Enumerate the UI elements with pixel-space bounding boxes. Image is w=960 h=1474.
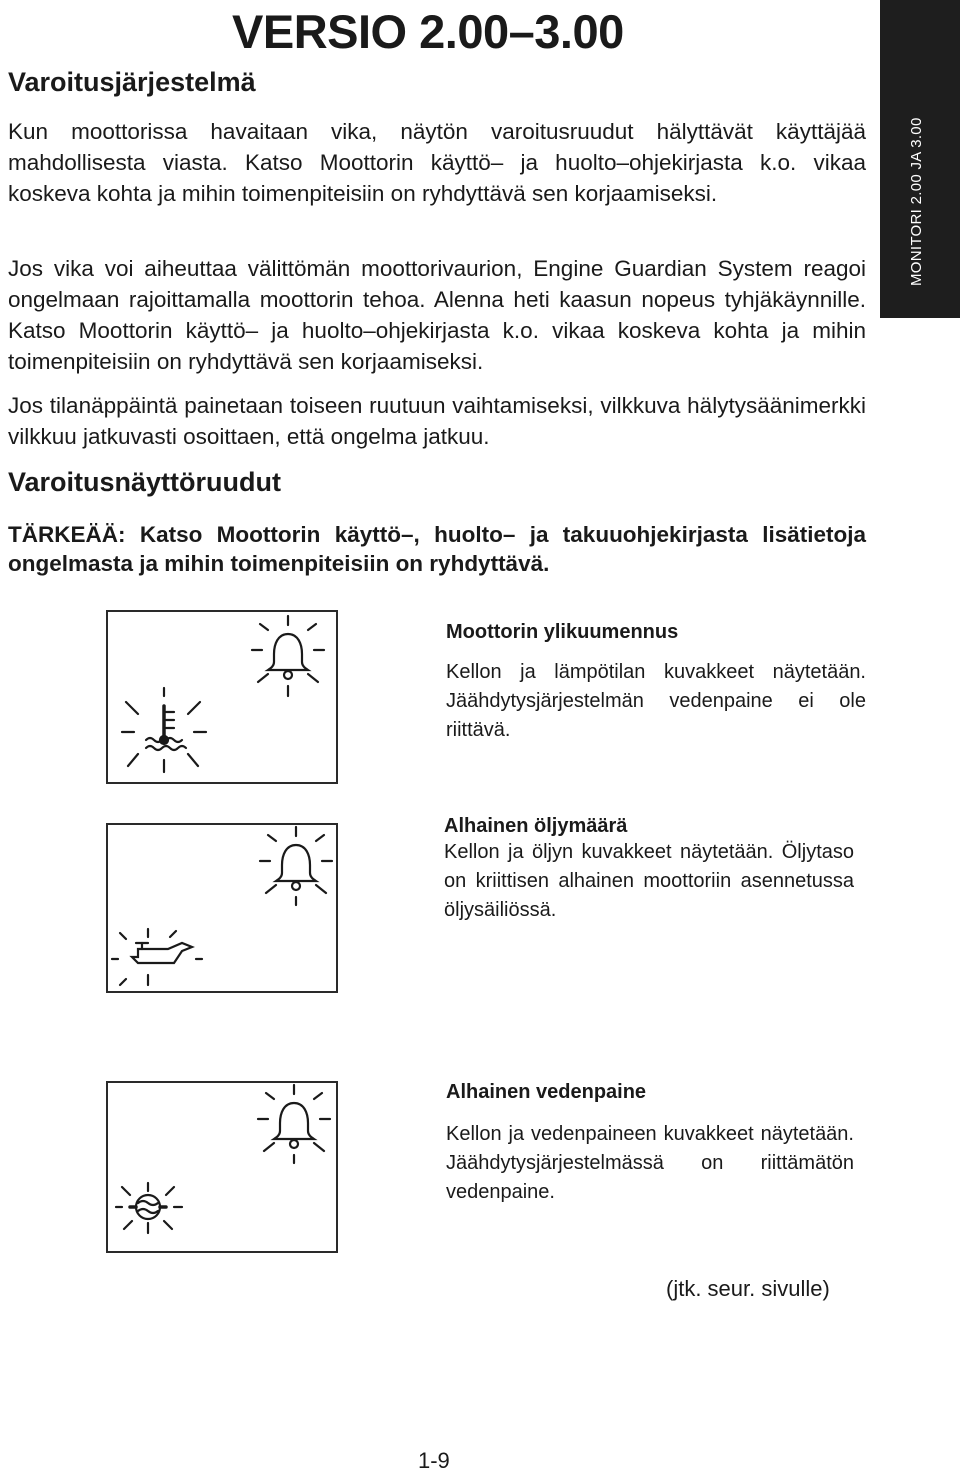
important-note: TÄRKEÄÄ: Katso Moottorin käyttö–, huolto– ja takuuohjekirjasta lisätietoja ongelmasta ja mihin toimenpiteisiin on ryhdyttävä. (8, 522, 866, 576)
version-heading: VERSIO 2.00–3.00 (232, 5, 624, 58)
bell-icon (260, 827, 332, 905)
section-title-warning-screens: Varoitusnäyttöruudut (8, 467, 282, 497)
paragraph-1: Kun moottorissa havaitaan vika, näytön varoitusruudut hälyttävät käyttäjää mahdollisesta viasta. Katso Moottorin käyttö– ja huolto–ohjekirjasta k.o. vikaa koskeva kohta ja mihin toimenpiteisiin on ryhdyttävä sen korjaamiseksi. (8, 119, 866, 206)
warning-body-low-oil: Kellon ja öljyn kuvakkeet näytetään. Öljytaso on kriittisen alhainen moottoriin asennetussa öljysäiliössä. (444, 841, 854, 921)
continued-note: (jtk. seur. sivulle) (666, 1276, 830, 1301)
page-number: 1-9 (418, 1448, 450, 1473)
warning-screen-overheat (106, 610, 338, 784)
warning-screen-low-oil (106, 823, 338, 993)
water-pressure-icon (116, 1183, 182, 1233)
warning-title-low-oil: Alhainen öljymäärä (444, 815, 628, 837)
section-title-warning-system: Varoitusjärjestelmä (8, 67, 256, 97)
coolant-temperature-icon (122, 688, 206, 772)
side-tab-label: MONITORI 2.00 JA 3.00 (908, 117, 925, 286)
bell-icon (258, 1085, 330, 1163)
bell-icon (252, 616, 324, 696)
warning-screen-low-water-pressure (106, 1081, 338, 1253)
side-tab (880, 0, 960, 318)
warning-title-overheat: Moottorin ylikuumennus (446, 621, 679, 643)
paragraph-2: Jos vika voi aiheuttaa välittömän moottorivaurion, Engine Guardian System reagoi ongelmaan rajoittamalla moottorin tehoa. Alenna heti kaasun nopeus tyhjäkäynnille. Katso Moottorin käyttö– ja huolto–ohjekirjasta k.o. vikaa koskeva kohta ja mihin toimenpiteisiin on ryhdyttävä sen korjaamiseksi. (8, 256, 866, 374)
warning-body-overheat: Kellon ja lämpötilan kuvakkeet näytetään. Jäähdytysjärjestelmän vedenpaine ei ole riittävä. (446, 661, 866, 741)
oil-can-icon (112, 929, 202, 985)
warning-title-low-water-pressure: Alhainen vedenpaine (446, 1081, 647, 1103)
warning-body-low-water-pressure: Kellon ja vedenpaineen kuvakkeet näytetään. Jäähdytysjärjestelmässä on riittämätön vedenpaine. (446, 1123, 854, 1203)
paragraph-3: Jos tilanäppäintä painetaan toiseen ruutuun vaihtamiseksi, vilkkuva hälytysäänimerkki vilkkuu jatkuvasti osoittaen, että ongelma jatkuu. (8, 393, 866, 449)
